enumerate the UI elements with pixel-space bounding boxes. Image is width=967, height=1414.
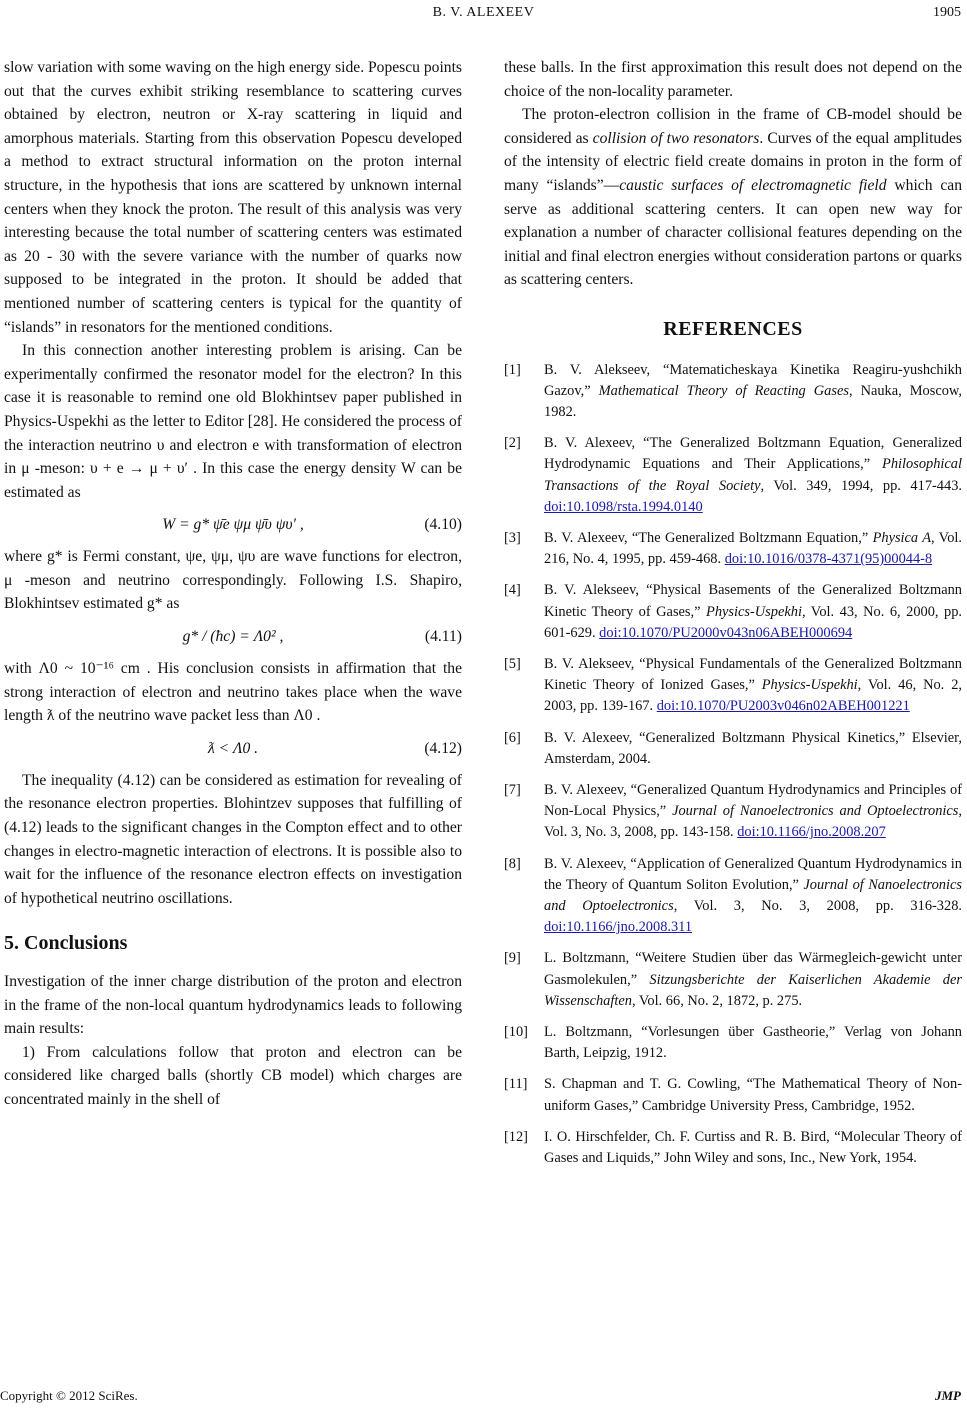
reference-journal: Mathematical Theory of Reacting Gases: [598, 382, 849, 399]
page-footer: [0, 1388, 967, 1408]
paragraph: 1) From calculations follow that proton and electron can be considered like charged balls (shortly CB model) which charges are concentrated mainly in the shell of: [4, 1043, 462, 1108]
reference-number: [12]: [504, 1128, 528, 1145]
reference-item: [504, 580, 962, 644]
reference-number: [5]: [504, 655, 521, 672]
reference-item: [504, 1074, 962, 1116]
reference-journal: Physics-Uspekhi: [761, 677, 858, 694]
reference-details: , Vol. 3, No. 3, 2008, pp. 316-328.: [673, 898, 962, 914]
reference-number: [9]: [504, 950, 521, 967]
reference-text: B. V. Alekseev, “Matematicheskaya Kinetika Reagiru-yushchikh Gazov,”: [544, 361, 962, 399]
equation-body: g* / (ħc) = Λ0² ,: [182, 628, 284, 646]
reference-text: L. Boltzmann, “Vorlesungen über Gastheorie,” Verlag von Johann Barth, Leipzig, 1912.: [544, 1024, 962, 1062]
text-run: . Curves of the equal amplitudes of the intensity of electric field create domains in proton in the form of many “islands”—: [504, 129, 963, 194]
running-author: B. V. ALEXEEV: [432, 5, 535, 20]
reference-number: [2]: [504, 435, 521, 452]
right-column: [504, 56, 962, 1179]
paragraph: these balls. In the first approximation this result does not depend on the choice of the non-locality parameter.: [504, 59, 962, 100]
reference-text: I. O. Hirschfelder, Ch. F. Curtiss and R. B. Bird, “Molecular Theory of Gases and Liquids,” John Wiley and sons, Inc., New York, 1954.: [544, 1128, 962, 1167]
reference-item: [504, 1127, 962, 1169]
reference-number: [7]: [504, 781, 521, 798]
doi-link[interactable]: doi:10.1070/PU2000v043n06ABEH000694: [599, 624, 853, 641]
reference-item: [504, 1022, 962, 1064]
equation-number: (4.11): [424, 628, 462, 646]
reference-number: [8]: [504, 855, 521, 872]
text-run: which can serve as additional scattering centers. It can open new way for explanation a number of character collisional features depending on the initial and final electron energies without consideration partons or quarks as scattering centers.: [504, 176, 963, 289]
page-header: [0, 5, 967, 27]
text-run: The proton-electron collision in the frame of CB-model should be considered as: [504, 106, 962, 147]
reference-number: [6]: [504, 729, 521, 746]
reference-journal: Philosophical Transactions of the Royal Society: [544, 456, 962, 494]
reference-item: [504, 780, 962, 844]
reference-text: B. V. Alexeev, “The Generalized Boltzmann Equation, Generalized Hydrodynamic Equations and Their Applications,”: [544, 435, 962, 473]
reference-item: [504, 728, 962, 770]
emphasis-text: caustic surfaces of electromagnetic field: [619, 176, 887, 194]
reference-details: , Vol. 43, No. 6, 2000, pp. 601-629.: [544, 603, 962, 641]
reference-item: [504, 654, 962, 718]
reference-text: L. Boltzmann, “Weitere Studien über das Wärmegleich-gewicht unter Gasmolekulen,”: [544, 950, 962, 988]
reference-number: [3]: [504, 529, 521, 546]
doi-link[interactable]: doi:10.1070/PU2003v046n02ABEH001221: [656, 698, 910, 715]
section-heading: 5. Conclusions: [4, 932, 128, 955]
doi-link[interactable]: doi:10.1166/jno.2008.207: [737, 824, 886, 841]
page-number: 1905: [933, 5, 961, 20]
doi-link[interactable]: doi:10.1166/jno.2008.311: [544, 919, 693, 936]
reference-list: [504, 360, 962, 1170]
equation-number: (4.10): [424, 516, 462, 534]
reference-text: B. V. Alekseev, “Physical Basements of the Generalized Boltzmann Kinetic Theory of Gases,”: [544, 582, 962, 620]
paragraph: In this connection another interesting problem is arising. Can be experimentally confirmed the resonator model for the electron? In this case it is reasonable to remind one old Blokhintsev paper published in Physics-Uspekhi as the letter to Editor [28]. He considered the process of the interaction neutrino υ and electron e with transformation of electron in μ -meson: υ + e → μ + υ′ . In this case the energy density W can be estimated as: [4, 342, 462, 501]
reference-details: , Vol. 349, 1994, pp. 417-443.: [760, 477, 962, 494]
reference-details: , Vol. 66, No. 2, 1872, p. 275.: [631, 992, 803, 1009]
paragraph: [504, 103, 962, 292]
reference-text: B. V. Alekseev, “Physical Fundamentals of the Generalized Boltzmann Kinetic Theory of Ionized Gases,”: [544, 655, 962, 694]
doi-link[interactable]: doi:10.1098/rsta.1994.0140: [544, 498, 703, 515]
reference-journal: Physica A: [872, 529, 931, 546]
reference-item: [504, 528, 962, 570]
copyright: Copyright © 2012 SciRes.: [0, 1388, 138, 1403]
reference-number: [4]: [504, 582, 521, 599]
paragraph: The inequality (4.12) can be considered as estimation for revealing of the resonance electron properties. Blohintzev supposes that fulfilling of (4.12) leads to the significant changes in the Compton effect and to other changes in electro-magnetic interaction of electrons. It is possible also to wait for the influence of the resonance electron effects on investigation of hypothetical neutrino oscillations.: [4, 771, 462, 907]
equation-number: (4.12): [424, 739, 462, 757]
reference-number: [1]: [504, 361, 521, 378]
reference-item: [504, 854, 962, 939]
reference-journal: Journal of Nanoelectronics and Optoelectronics: [672, 803, 959, 820]
reference-text: S. Chapman and T. G. Cowling, “The Mathematical Theory of Non-uniform Gases,” Cambridge University Press, Cambridge, 1952.: [544, 1076, 962, 1114]
reference-number: [11]: [504, 1076, 528, 1093]
paragraph: Investigation of the inner charge distribution of the proton and electron in the frame of the non-local quantum hydrodynamics leads to following main results:: [4, 973, 462, 1038]
reference-number: [10]: [504, 1024, 528, 1041]
equation-body: W = g* ψ̄e ψμ ψ̄υ ψυ′ ,: [162, 516, 304, 534]
reference-details: , Vol. 216, No. 4, 1995, pp. 459-468.: [544, 529, 962, 568]
paragraph: where g* is Fermi constant, ψe, ψμ, ψυ are wave functions for electron, μ -meson and neutrino correspondingly. Following I.S. Shapiro, Blokhintsev estimated g* as: [4, 548, 462, 613]
reference-journal: Sitzungsberichte der Kaiserlichen Akademie der Wissenschaften: [544, 971, 962, 1009]
reference-item: [504, 948, 962, 1012]
reference-text: B. V. Alexeev, “The Generalized Boltzmann Equation,”: [544, 529, 873, 546]
equation-4-12: [4, 732, 462, 765]
doi-link[interactable]: doi:10.1016/0378-4371(95)00044-8: [724, 551, 933, 568]
references-heading: REFERENCES: [663, 317, 803, 340]
reference-journal: Physics-Uspekhi: [706, 603, 802, 620]
reference-journal: Journal of Nanoelectronics and Optoelectronics: [544, 876, 962, 914]
reference-details: , Vol. 3, No. 3, 2008, pp. 143-158.: [544, 803, 962, 841]
left-column: [4, 56, 462, 1112]
reference-item: [504, 360, 962, 424]
emphasis-text: collision of two resonators: [592, 129, 760, 147]
reference-text: B. V. Alexeev, “Application of Generalized Quantum Hydrodynamics in the Theory of Quantum Soliton Evolution,”: [544, 855, 962, 893]
equation-4-10: [4, 508, 462, 541]
reference-item: [504, 433, 962, 518]
reference-text: B. V. Alexeev, “Generalized Boltzmann Physical Kinetics,” Elsevier, Amsterdam, 2004.: [544, 729, 962, 767]
reference-details: , Nauka, Moscow, 1982.: [544, 382, 962, 420]
journal-abbrev: JMP: [935, 1388, 961, 1403]
paragraph: slow variation with some waving on the high energy side. Popescu points out that the curves exhibit striking resemblance to scattering curves obtained by electron, neutron or X-ray scattering in liquid and amorphous materials. Starting from this observation Popescu developed a method to extract structural information on the proton internal structure, in the hypothesis that ions are scattered by unknown internal centers when they knock the proton. The result of this analysis was very interesting because the total number of scattering centers was estimated as 20 - 30 with the severe variance with the number of quarks now supposed to be integrated in the proton. It should be added that mentioned number of scattering centers is typical for the quantity of “islands” in resonators for the mentioned conditions.: [4, 59, 462, 336]
reference-text: B. V. Alexeev, “Generalized Quantum Hydrodynamics and Principles of Non-Local Physics,”: [544, 781, 962, 820]
equation-body: ƛ < Λ0 .: [207, 739, 259, 757]
paragraph: with Λ0 ~ 10⁻¹⁶ cm . His conclusion consists in affirmation that the strong interaction of electron and neutrino takes place when the wave length ƛ of the neutrino wave packet less than Λ0 .: [4, 660, 462, 725]
reference-details: , Vol. 46, No. 2, 2003, pp. 139-167.: [544, 677, 962, 715]
equation-4-11: [4, 620, 462, 653]
